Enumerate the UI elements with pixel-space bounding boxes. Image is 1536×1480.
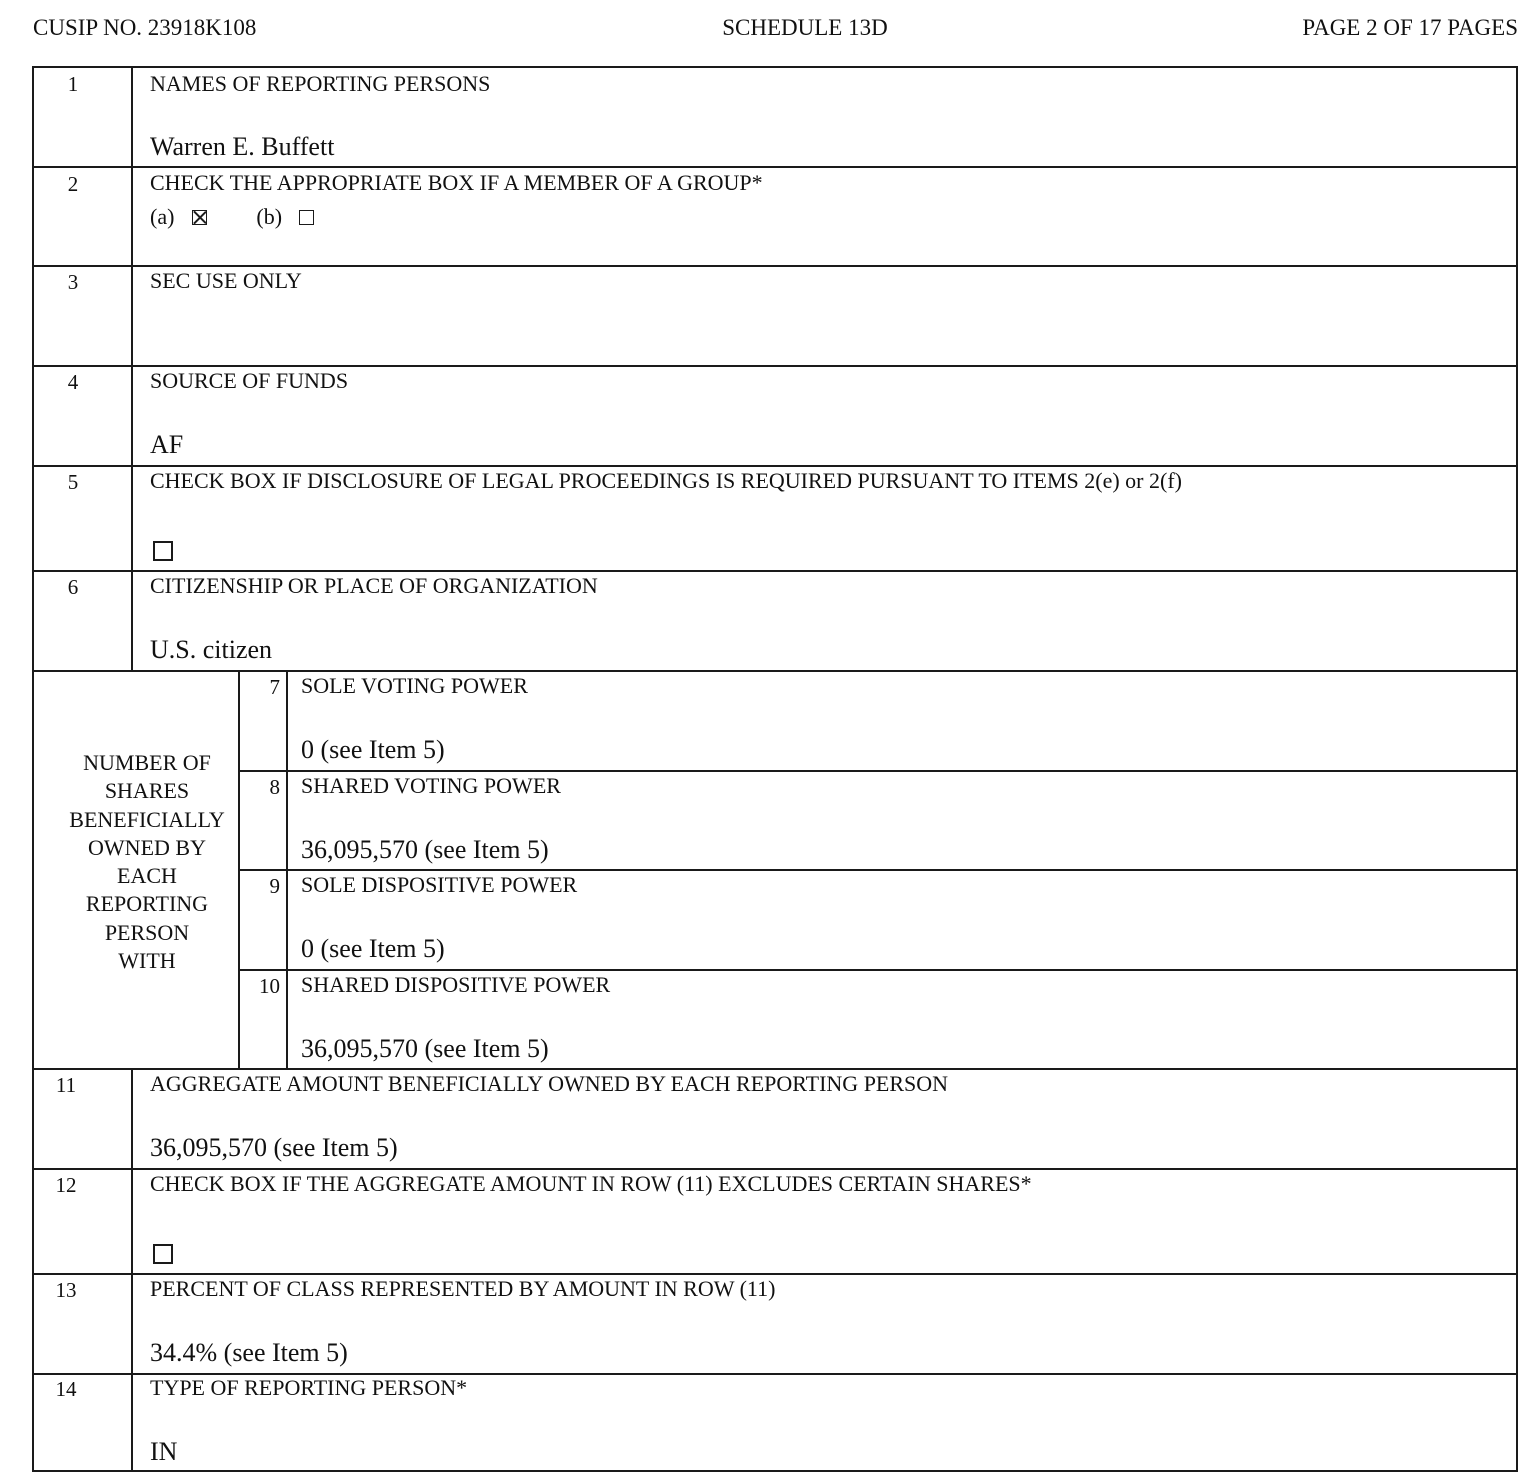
excludes-certain-shares-label: CHECK BOX IF THE AGGREGATE AMOUNT IN ROW (11) EXCLUDES CERTAIN SHARES* [150,1171,1032,1196]
legal-proceedings-label: CHECK BOX IF DISCLOSURE OF LEGAL PROCEEDINGS IS REQUIRED PURSUANT TO ITEMS 2(e) or 2(f) [150,468,1182,493]
row-number-8: 8 [269,775,280,799]
citizenship-label: CITIZENSHIP OR PLACE OF ORGANIZATION [150,573,598,598]
names-of-reporting-persons-label: NAMES OF REPORTING PERSONS [150,71,491,96]
schedule-13d-cover-table [32,66,1518,1472]
row-number-14: 14 [55,1377,77,1401]
row-number-4: 4 [67,370,79,394]
option-a-checkbox[interactable] [192,210,207,225]
shares-beneficially-owned-label: NUMBER OF SHARES BENEFICIALLY OWNED BY EACH REPORTING PERSON WITH [69,750,225,974]
group-options [150,203,314,230]
group-member-checkbox-label: CHECK THE APPROPRIATE BOX IF A MEMBER OF A GROUP* [150,170,763,195]
percent-of-class-label: PERCENT OF CLASS REPRESENTED BY AMOUNT IN ROW (11) [150,1276,776,1301]
option-a-label: (a) [150,204,175,229]
source-of-funds-label: SOURCE OF FUNDS [150,368,349,393]
shared-voting-power-value: 36,095,570 (see Item 5) [301,835,549,864]
row-number-2: 2 [67,172,79,196]
row-number-13: 13 [55,1278,77,1302]
shared-voting-power-label: SHARED VOTING POWER [301,773,561,798]
aggregate-amount-value: 36,095,570 (see Item 5) [150,1133,398,1162]
citizenship-value: U.S. citizen [150,635,273,664]
option-b-label: (b) [256,204,283,229]
row-number-9: 9 [269,874,280,898]
row-divider [34,166,1518,168]
row-number-1: 1 [67,72,79,96]
column-divider [131,68,133,670]
row-number-10: 10 [259,974,280,998]
row-number-7: 7 [269,675,280,699]
page-indicator: PAGE 2 OF 17 PAGES [1302,15,1518,40]
sole-dispositive-power-value: 0 (see Item 5) [301,934,445,963]
source-of-funds-value: AF [150,430,184,459]
shared-dispositive-power-label: SHARED DISPOSITIVE POWER [301,972,611,997]
option-b-checkbox[interactable] [299,210,314,225]
type-of-reporting-person-value: IN [150,1437,178,1466]
row-number-3: 3 [67,270,79,294]
cusip-number: CUSIP NO. 23918K108 [33,15,257,40]
shared-dispositive-power-value: 36,095,570 (see Item 5) [301,1034,549,1063]
row-divider [34,670,1518,672]
percent-of-class-value: 34.4% (see Item 5) [150,1338,348,1367]
sec-use-only-label: SEC USE ONLY [150,268,302,293]
row-number-5: 5 [67,470,79,494]
sole-voting-power-value: 0 (see Item 5) [301,735,445,764]
excludes-certain-shares-checkbox[interactable] [153,1244,173,1264]
sole-voting-power-label: SOLE VOTING POWER [301,673,528,698]
row-number-12: 12 [55,1173,77,1197]
legal-proceedings-checkbox[interactable] [153,541,173,561]
aggregate-amount-label: AGGREGATE AMOUNT BENEFICIALLY OWNED BY EACH REPORTING PERSON [150,1071,949,1096]
row-number-6: 6 [67,575,79,599]
reporting-person-name: Warren E. Buffett [150,132,335,161]
schedule-title: SCHEDULE 13D [722,15,888,40]
column-divider [131,1068,133,1472]
type-of-reporting-person-label: TYPE OF REPORTING PERSON* [150,1375,468,1400]
row-number-11: 11 [55,1073,77,1097]
sole-dispositive-power-label: SOLE DISPOSITIVE POWER [301,872,578,897]
